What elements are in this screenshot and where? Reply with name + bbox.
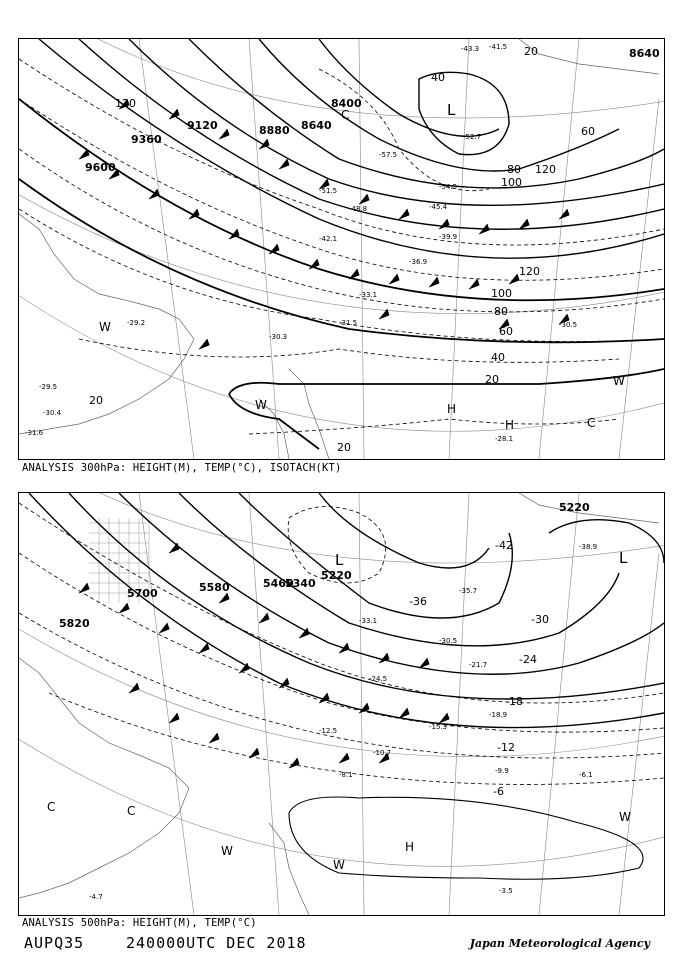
isotach-label: 60 [581,125,595,138]
isotach-label: 120 [519,265,540,278]
agency-name: Japan Meteorological Agency [469,937,650,950]
temp-value: -57.5 [379,151,398,159]
isotach-label: 100 [501,176,522,189]
isotach-label: 120 [115,97,136,110]
station-value: -35.7 [459,587,478,595]
height-label: 5220 [559,501,590,514]
isotach-label: 80 [494,305,508,318]
height-label: 5820 [59,617,90,630]
temp-value: -45.4 [429,203,448,211]
temp-value: -33.1 [359,291,378,299]
chart-code: AUPQ35 [24,934,85,952]
temp-label: -24 [519,653,537,666]
station-value: -9.9 [495,767,509,775]
station-value: -4.7 [89,893,103,901]
station-value: -10.7 [373,749,392,757]
isotach-label: 40 [431,71,445,84]
temp-value: -28.1 [495,435,514,443]
temp-label: -42 [495,539,513,552]
isotach-label: 20 [89,394,103,407]
map-300hpa-panel [18,38,665,460]
height-label: 5460 [263,577,294,590]
isotach-label: 40 [491,351,505,364]
height-contours [39,39,664,258]
station-value: -6.1 [579,771,593,779]
station-samples [89,543,597,901]
isotach-label: 100 [491,287,512,300]
height-labels [85,47,660,174]
warm-mark: W [613,374,625,388]
temp-value: -31.6 [25,429,44,437]
station-value: -18.9 [489,711,508,719]
map-500hpa-graphic [19,493,664,915]
height-label: 9360 [131,133,162,146]
isotach-label: 20 [485,373,499,386]
height-label: 9600 [85,161,116,174]
warm-mark: W [333,858,345,872]
cold-mark: C [47,800,56,814]
warm-mark: W [99,320,111,334]
low-center: L [335,551,344,569]
temp-value: -51.5 [319,187,338,195]
temp-value: -30.3 [269,333,288,341]
map-300hpa-graphic [19,39,664,459]
valid-time: 240000UTC DEC 2018 [126,934,307,952]
station-value: -12.5 [319,727,338,735]
height-label: 8400 [331,97,362,110]
temp-label: -12 [497,741,515,754]
cold-center: C [341,108,350,122]
high-center: H [405,840,415,854]
height-label: 8640 [629,47,660,60]
station-value: -33.1 [359,617,378,625]
temp-value: -30.5 [559,321,578,329]
temp-label: -30 [531,613,549,626]
station-value: -24.5 [369,675,388,683]
warm-mark: W [255,398,267,412]
isotach-label: 60 [499,325,513,338]
station-value: -30.5 [439,637,458,645]
temp-value: -48.8 [349,205,368,213]
height-label: 8640 [301,119,332,132]
temp-label: -36 [409,595,427,608]
high-center: H [447,402,457,416]
map-500hpa-panel [18,492,665,916]
temp-value: -43.3 [461,45,480,53]
warm-mark: W [619,810,631,824]
isotach-label: 80 [507,163,521,176]
temp-value: -41.5 [489,43,508,51]
temp-value: -30.4 [43,409,62,417]
height-label: 9120 [187,119,218,132]
temp-value: -29.5 [39,383,58,391]
temp-label: -18 [505,695,523,708]
high-center: H [505,418,515,432]
isotach-label: 20 [337,441,351,454]
station-value: -3.5 [499,887,513,895]
temp-label: -6 [493,785,504,798]
cold-center: C [587,416,596,430]
low-center: L [447,101,456,119]
height-label: 5220 [321,569,352,582]
temp-value: -54.5 [439,183,458,191]
height-label: 5340 [285,577,316,590]
temp-value: -29.2 [127,319,146,327]
caption-300hpa: ANALYSIS 300hPa: HEIGHT(M), TEMP(°C), ISOTACH(KT) [22,462,342,474]
isotach-label: 120 [535,163,556,176]
isotach-label: 20 [524,45,538,58]
height-label: 5700 [127,587,158,600]
station-value: -15.3 [429,723,448,731]
warm-mark: W [221,844,233,858]
station-value: -38.9 [579,543,598,551]
height-labels [59,501,590,630]
height-label: 5580 [199,581,230,594]
station-value: -21.7 [469,661,488,669]
station-value: -8.1 [339,771,353,779]
isotherms [19,503,664,784]
temp-value: -39.9 [439,233,458,241]
caption-500hpa: ANALYSIS 500hPa: HEIGHT(M), TEMP(°C) [22,917,257,929]
temp-value: -42.1 [319,235,338,243]
cold-mark: C [127,804,136,818]
temp-value: -52.7 [463,133,482,141]
height-label: 8880 [259,124,290,137]
low-center: L [619,549,628,567]
temp-value: -31.5 [339,319,358,327]
temp-value: -36.9 [409,258,428,266]
